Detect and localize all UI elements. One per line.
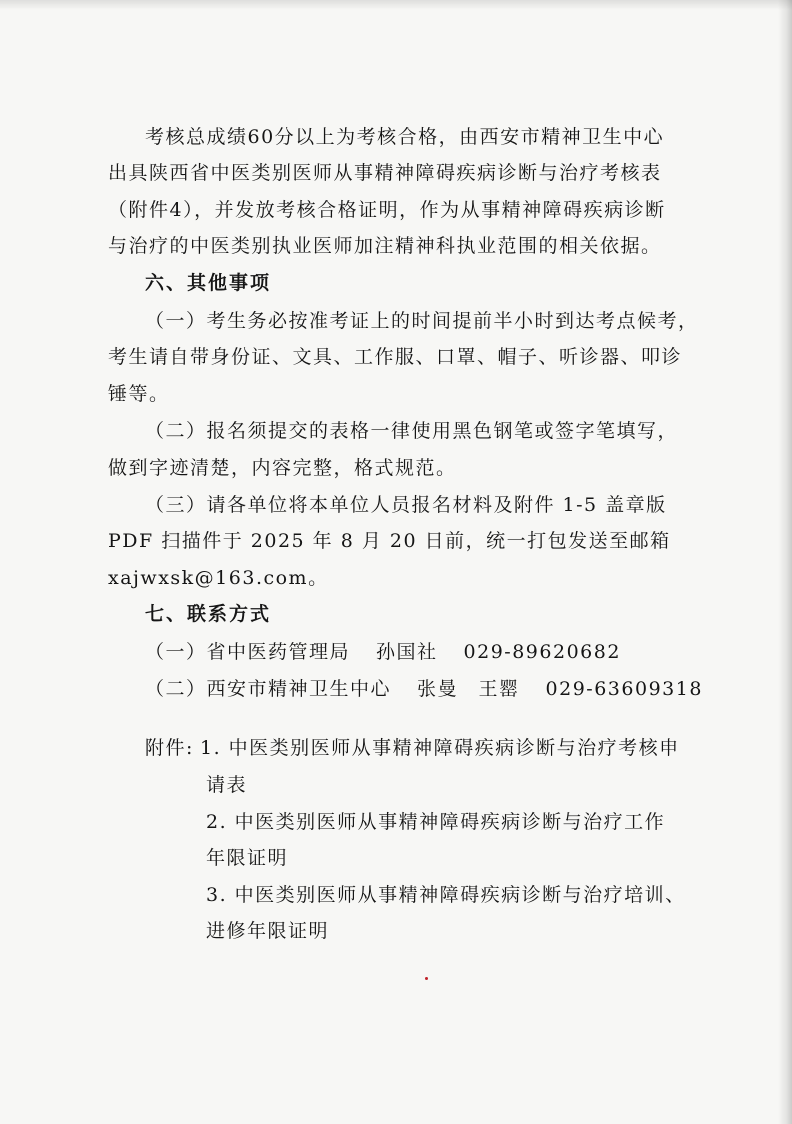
red-ink-speck	[425, 977, 428, 980]
section-heading-contact: 七、联系方式	[145, 603, 272, 625]
attachment-item-line: 进修年限证明	[206, 920, 330, 942]
scan-shadow-top	[0, 0, 792, 10]
paragraph-line: 锤等。	[108, 383, 170, 405]
scan-shadow-right	[778, 0, 792, 1124]
section-heading-other-matters: 六、其他事项	[145, 272, 272, 294]
attachment-lead: 附件:	[145, 737, 194, 759]
contact-phone: 029-89620682	[463, 641, 621, 663]
contact-person: 孙国社	[376, 641, 438, 663]
paragraph-line: （三）请各单位将本单位人员报名材料及附件 1-5 盖章版	[145, 494, 667, 516]
contact-organization: （一）省中医药管理局	[145, 641, 351, 663]
paragraph-line: 与治疗的中医类别执业医师加注精神科执业范围的相关依据。	[108, 235, 662, 257]
contact-organization: （二）西安市精神卫生中心	[145, 678, 392, 700]
email-line: xajwxsk@163.com。	[108, 567, 329, 589]
contact-row	[145, 639, 621, 665]
paragraph-line: 出具陕西省中医类别医师从事精神障碍疾病诊断与治疗考核表	[108, 162, 662, 184]
contact-phone: 029-63609318	[545, 678, 703, 700]
paragraph-line: （附件4），并发放考核合格证明，作为从事精神障碍疾病诊断	[108, 199, 666, 221]
paragraph-line: （一）考生务必按准考证上的时间提前半小时到达考点候考，	[145, 310, 699, 332]
attachment-item-line: 3. 中医类别医师从事精神障碍疾病诊断与治疗培训、	[206, 884, 686, 906]
attachment-item-line: 1. 中医类别医师从事精神障碍疾病诊断与治疗考核申	[200, 737, 680, 759]
attachment-item-line: 请表	[206, 774, 248, 796]
paragraph-line: 考核总成绩60分以上为考核合格，由西安市精神卫生中心	[145, 126, 665, 148]
paragraph-line: 做到字迹清楚，内容完整，格式规范。	[108, 457, 457, 479]
paragraph-line: 考生请自带身份证、文具、工作服、口罩、帽子、听诊器、叩诊	[108, 346, 683, 368]
contact-row	[145, 676, 703, 702]
contact-person: 张曼 王罂	[417, 678, 520, 700]
paragraph-line: PDF 扫描件于 2025 年 8 月 20 日前，统一打包发送至邮箱	[108, 530, 671, 552]
paragraph-line: （二）报名须提交的表格一律使用黑色钢笔或签字笔填写，	[145, 420, 679, 442]
attachment-item-line: 2. 中医类别医师从事精神障碍疾病诊断与治疗工作	[206, 811, 666, 833]
attachment-item-line: 年限证明	[206, 847, 289, 869]
